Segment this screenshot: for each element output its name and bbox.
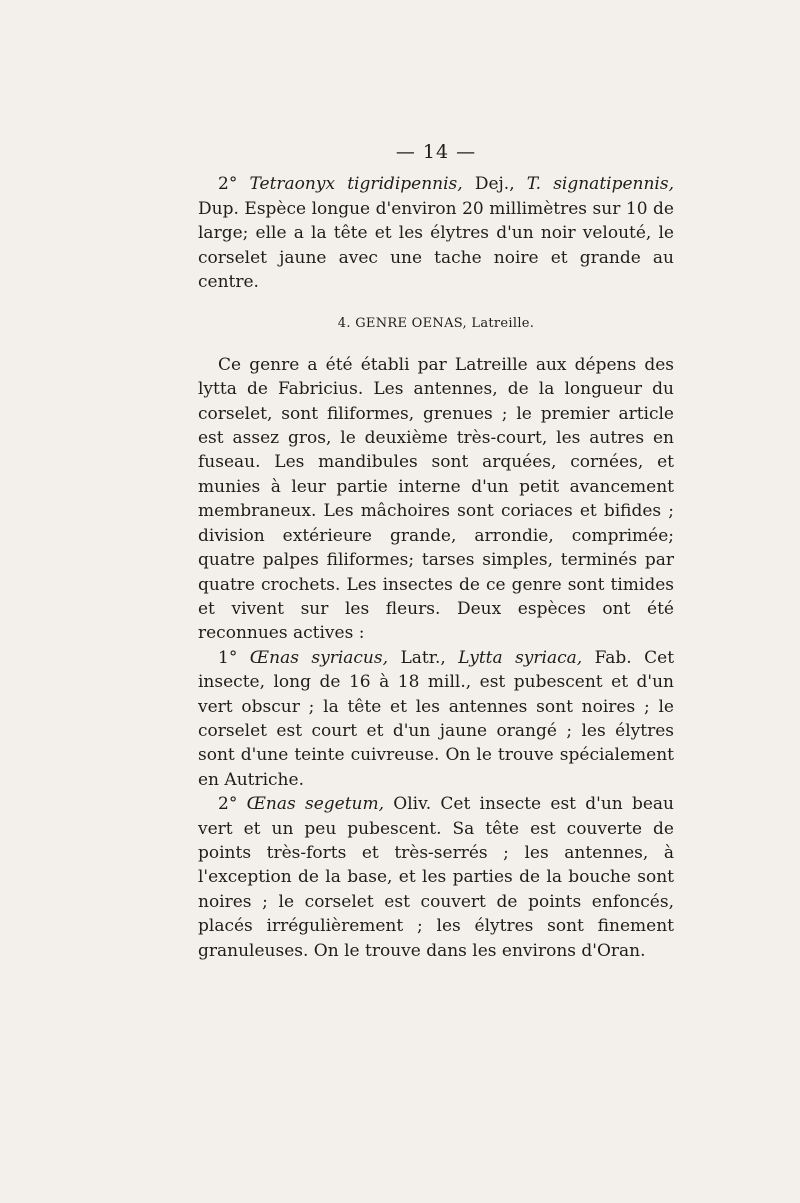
species-synonym: T. signatipennis, [526, 174, 674, 195]
genre-heading: 4. GENRE OENAS, Latreille. [337, 316, 535, 332]
species-name: Tetraonyx tigridipennis, [249, 174, 463, 195]
species-name: Œnas syriacus, [249, 647, 388, 668]
species-author: Latr., [400, 647, 446, 668]
species-number: 2° [218, 794, 238, 815]
species-number: 2° [218, 174, 238, 195]
species-name: Œnas segetum, [246, 794, 385, 815]
species-author: Oliv. [393, 794, 432, 815]
oenas-1-paragraph [198, 646, 674, 792]
genre-description: Ce genre a été établi par Latreille aux dépens des lytta de Fabricius. Les antennes, de la longueur du corselet, sont filiformes, grenues ; le premier article est assez gros, le deuxième très-court, les autres en fuseau. Les mandibules sont arquées, cornées, et munies à leur partie interne d'un petit avancement membraneux. Les mâchoires sont coriaces et bifides ; division extérieure grande, arrondie, comprimée; quatre palpes filiformes; tarses simples, terminés par quatre crochets. Les insectes de ce genre sont timides et vivent sur les fleurs. Deux espèces ont été reconnues actives : [198, 354, 674, 644]
species-2-paragraph [198, 172, 674, 294]
species-author: Dej., [474, 174, 515, 195]
species-author: Dup. [198, 198, 239, 219]
oenas-2-paragraph [198, 792, 674, 963]
species-description: Espèce longue d'environ 20 millimètres sur 10 de large; elle a la tête et les élytres d'un noir velouté, le corselet jaune avec une tache noire et grande au centre. [198, 198, 674, 293]
species-number: 1° [218, 647, 238, 668]
species-description: Cet insecte, long de 16 à 18 mill., est pubescent et d'un vert obscur ; la tête et les antennes sont noires ; le corselet est court et d'un jaune orangé ; les élytres sont d'une teinte cuivreuse. On le trouve spécialement en Autriche. [198, 647, 675, 790]
page-number: — 14 — [395, 141, 477, 163]
species-author: Fab. [594, 647, 632, 668]
species-synonym: Lytta syriaca, [458, 647, 583, 668]
species-description: Cet insecte est d'un beau vert et un peu pubescent. Sa tête est couverte de points très-forts et très-serrés ; les antennes, à l'exception de la base, et les parties de la bouche sont noires ; le corselet est couvert de points enfoncés, placés irrégulièrement ; les élytres sont finement granuleuses. On le trouve dans les environs d'Oran. [198, 794, 674, 961]
page-content [198, 140, 674, 963]
